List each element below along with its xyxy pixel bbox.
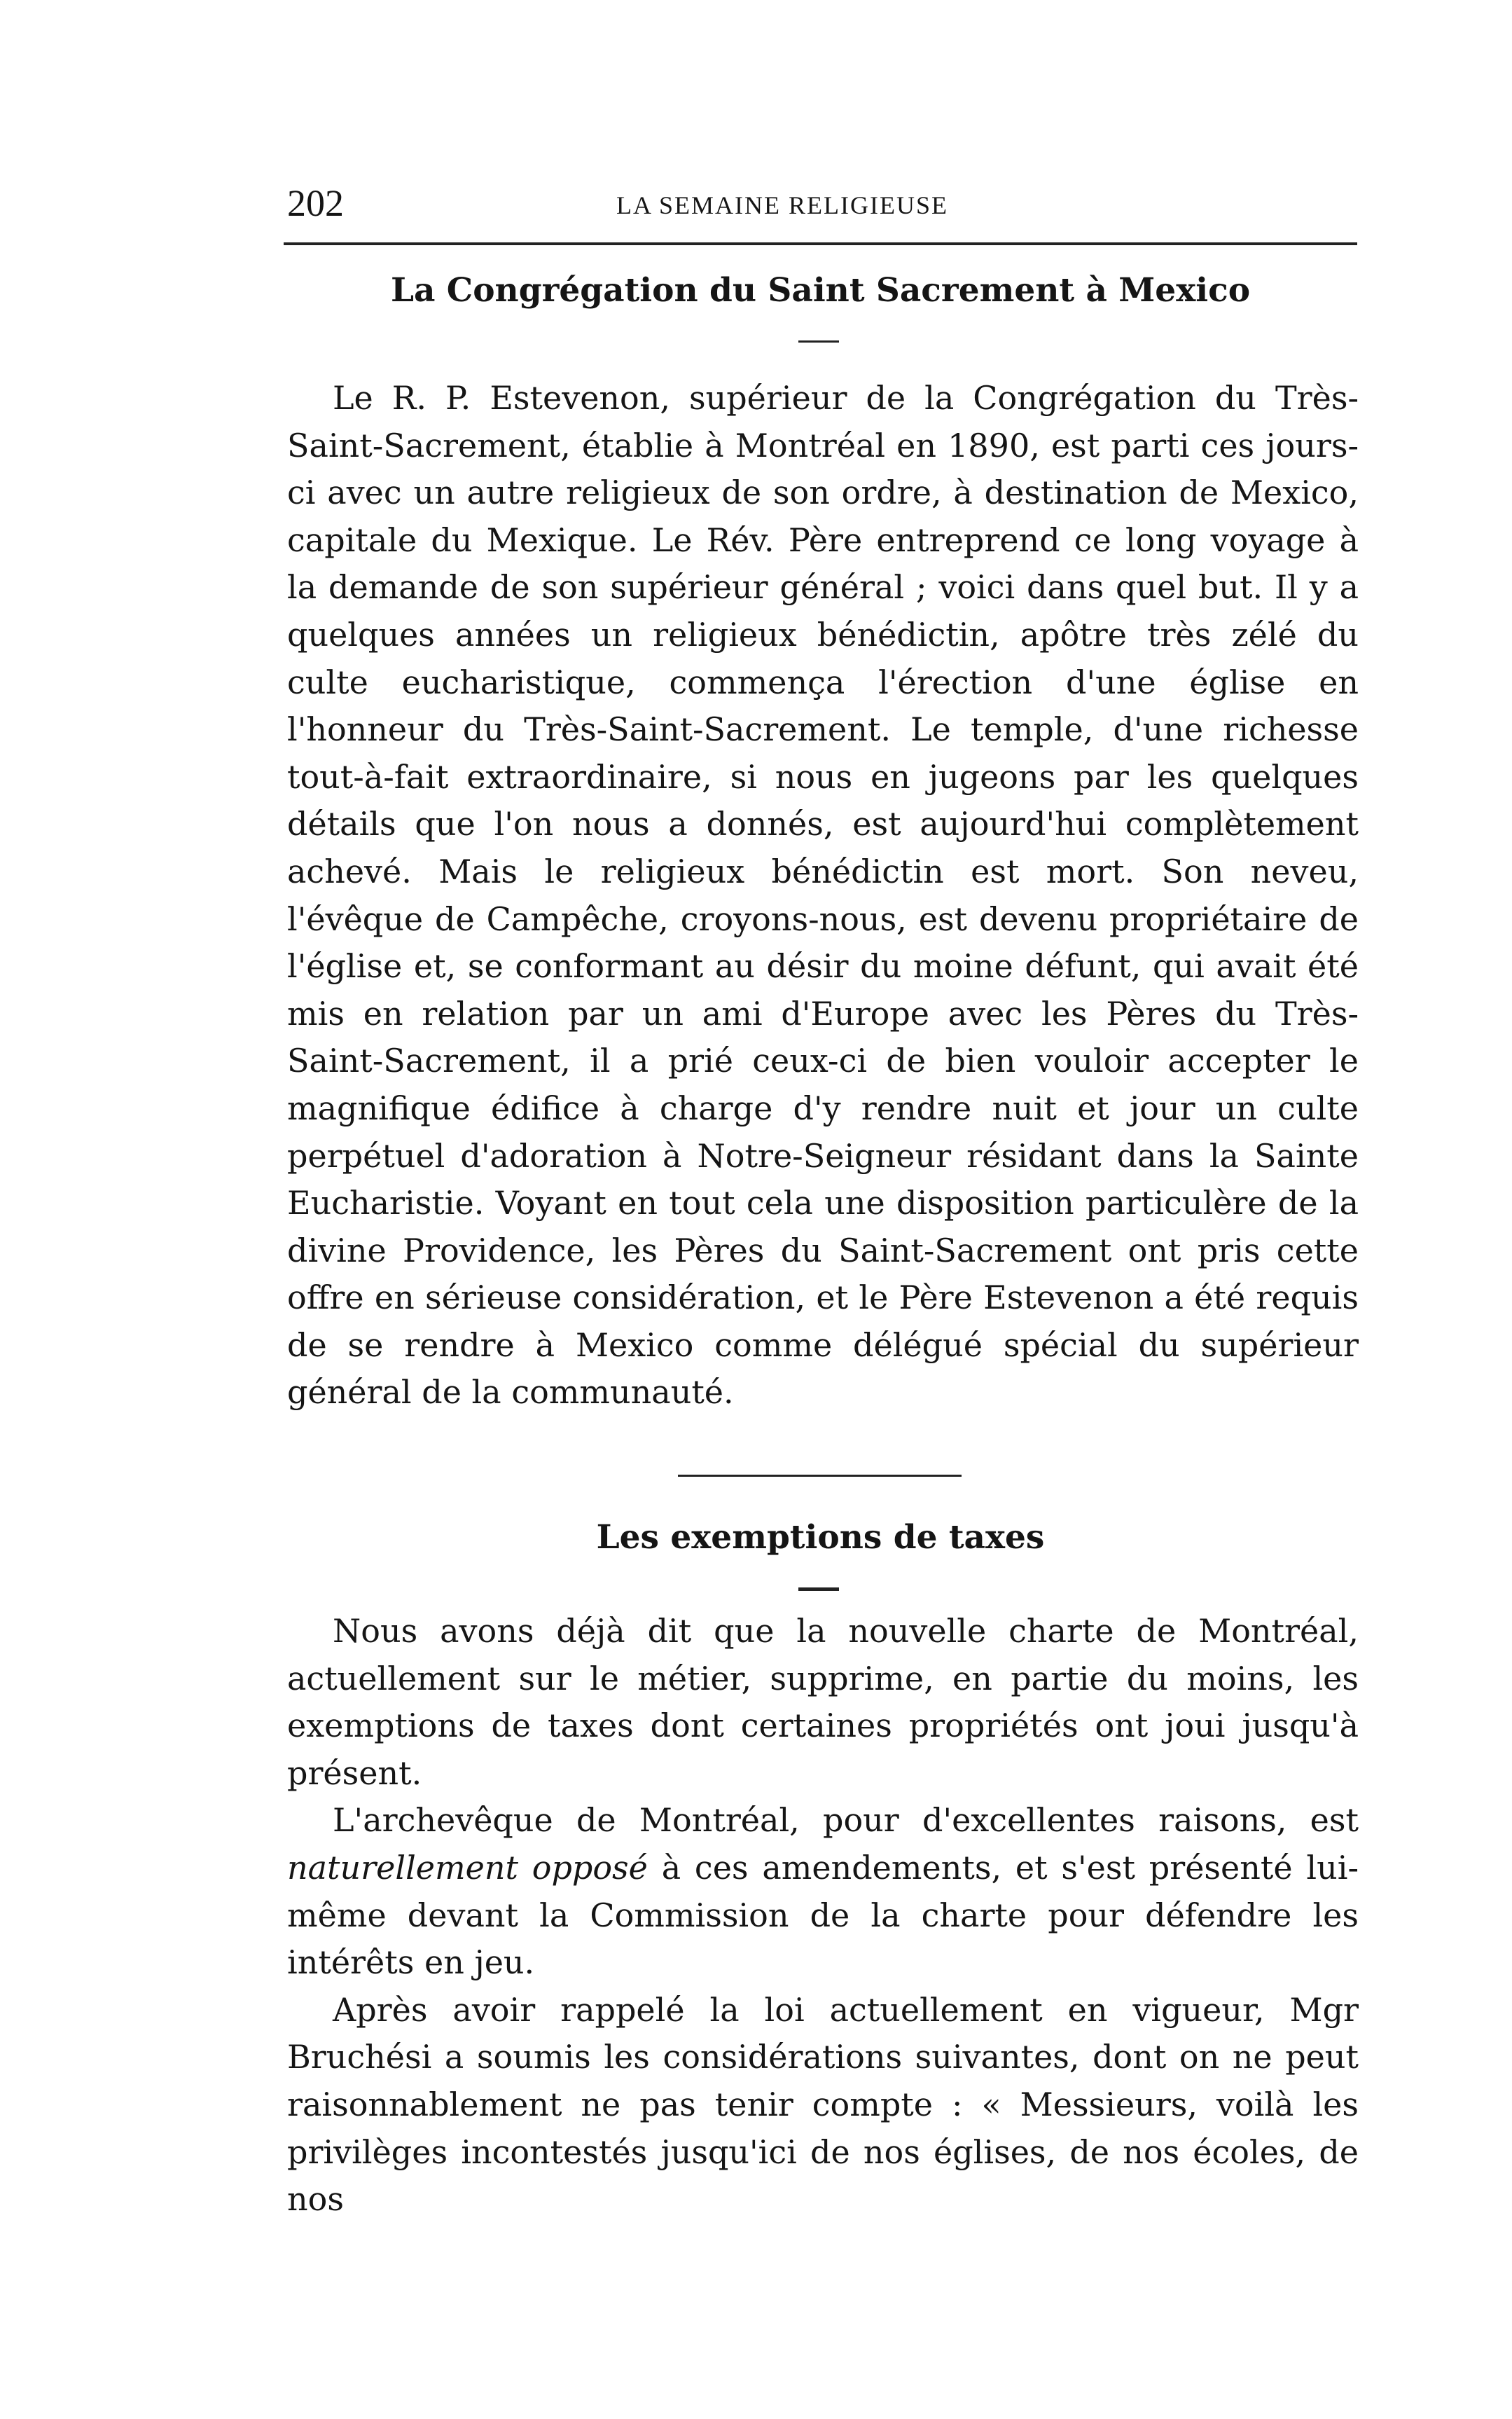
header-rule	[284, 242, 1357, 245]
section-divider	[678, 1475, 962, 1477]
text-span: à ces amendements, et s'est présenté lui-même devant la Commission de la charte pour défendre les intérêts en jeu.	[287, 1848, 1359, 1982]
article-body	[287, 375, 1359, 1417]
page-number: 202	[287, 182, 344, 224]
journal-title: LA SEMAINE RELIGIEUSE	[616, 191, 948, 219]
article-body	[287, 1608, 1359, 2224]
running-head	[287, 179, 1357, 228]
article-title: Les exemptions de taxes	[596, 1518, 1045, 1557]
paragraph	[287, 1797, 1359, 1986]
paragraph: Après avoir rappelé la loi actuellement en vigueur, Mgr Bruchési a soumis les considérations suivantes, dont on ne peut raisonnablement ne pas tenir compte : « Messieurs, voilà les privilèges incontestés jusqu'ici de nos églises, de nos écoles, de nos	[287, 1990, 1359, 2219]
italic-text: naturellement opposé	[287, 1848, 648, 1887]
title-dash	[798, 340, 839, 343]
text-span: L'archevêque de Montréal, pour d'excellentes raisons, est	[333, 1801, 1359, 1840]
paragraph: Nous avons déjà dit que la nouvelle charte de Montréal, actuellement sur le métier, supprime, en partie du moins, les exemptions de taxes dont certaines propriétés ont joui jusqu'à présent.	[287, 1612, 1359, 1792]
paragraph: Le R. P. Estevenon, supérieur de la Congrégation du Très-Saint-Sacrement, établie à Montréal en 1890, est parti ces jours-ci avec un autre religieux de son ordre, à destination de Mexico, capitale du Mexique. Le Rév. Père entreprend ce long voyage à la demande de son supérieur général ; voici dans quel but. Il y a quelques années un religieux bénédictin, apôtre très zélé du culte eucharistique, commença l'érection d'une église en l'honneur du Très-Saint-Sacrement. Le temple, d'une richesse tout-à-fait extraordinaire, si nous en jugeons par les quelques détails que l'on nous a donnés, est aujourd'hui complètement achevé. Mais le religieux bénédictin est mort. Son neveu, l'évêque de Campêche, croyons-nous, est devenu propriétaire de l'église et, se conformant au désir du moine défunt, qui avait été mis en relation par un ami d'Europe avec les Pères du Très-Saint-Sacrement, il a prié ceux-ci de bien vouloir accepter le magnifique édifice à charge d'y rendre nuit et jour un culte perpétuel d'adoration à Notre-Seigneur résidant dans la Sainte Eucharistie. Voyant en tout cela une disposition particulère de la divine Providence, les Pères du Saint-Sacrement ont pris cette offre en sérieuse considération, et le Père Estevenon a été requis de se rendre à Mexico comme délégué spécial du supérieur général de la communauté.	[287, 379, 1359, 1412]
article-title: La Congrégation du Saint Sacrement à Mexico	[390, 271, 1251, 310]
title-dash	[798, 1587, 839, 1591]
